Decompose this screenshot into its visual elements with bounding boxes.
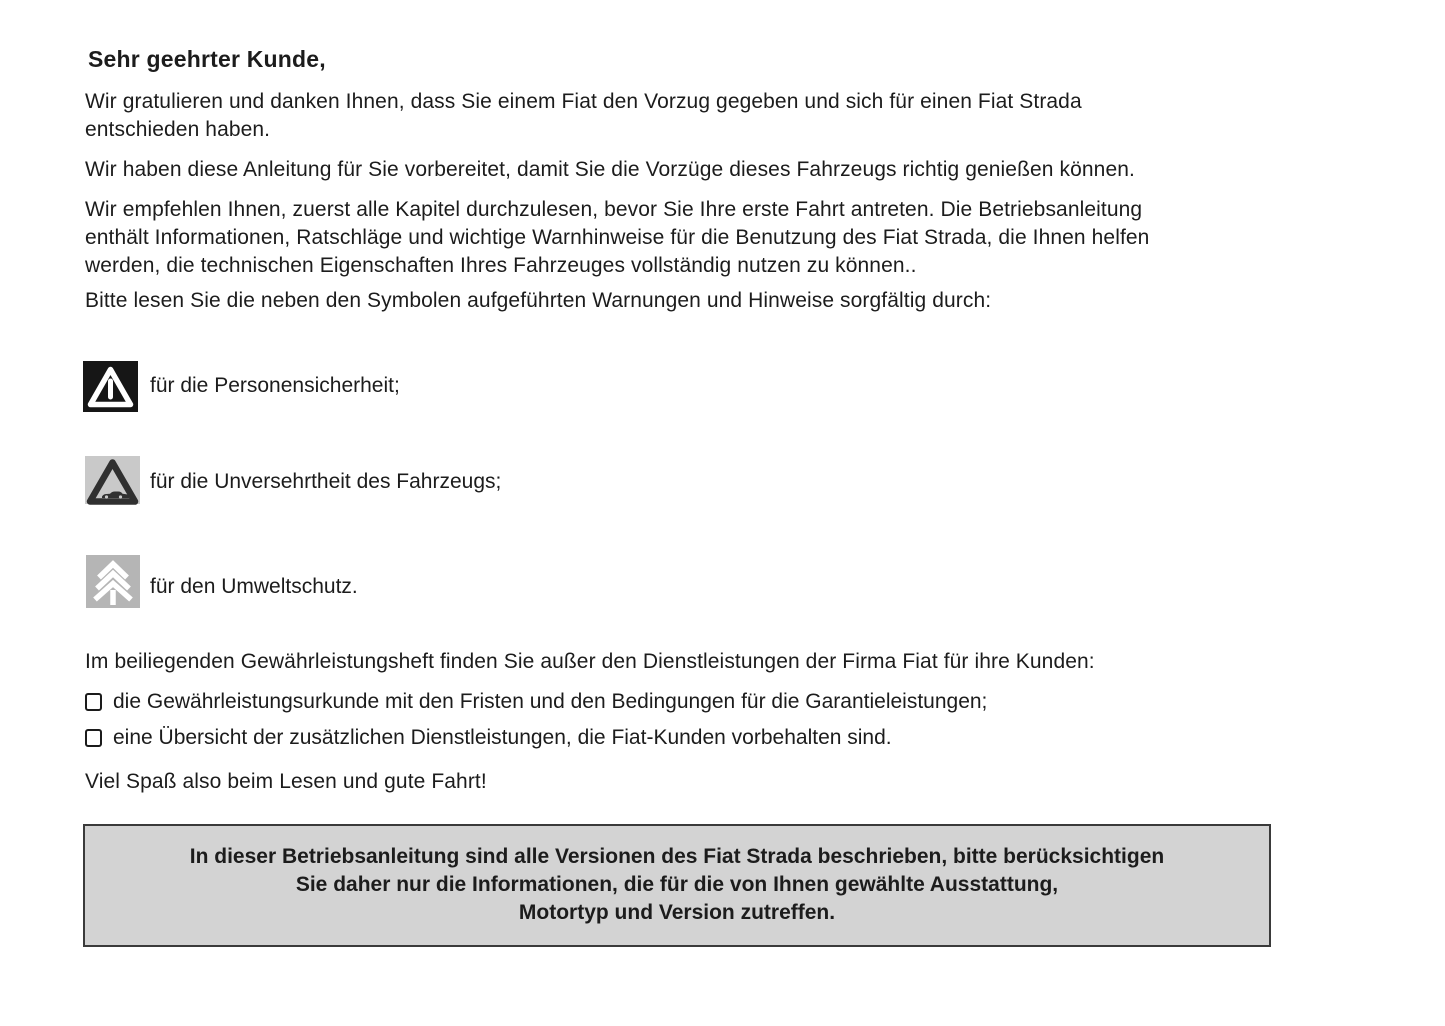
notice-box bbox=[83, 824, 1271, 947]
paragraph-line: Viel Spaß also beim Lesen und gute Fahrt! bbox=[85, 770, 487, 793]
symbol-row-safety bbox=[83, 361, 138, 412]
notice-line: Sie daher nur die Informationen, die für die von Ihnen gewählte Ausstattung, bbox=[295, 873, 1059, 896]
paragraph-line: Wir empfehlen Ihnen, zuerst alle Kapitel durchzulesen, bevor Sie Ihre erste Fahrt antreten. Die Betriebsanleitung bbox=[85, 198, 1143, 221]
intro-paragraph-1 bbox=[85, 88, 1082, 144]
greeting-heading: Sehr geehrter Kunde, bbox=[88, 46, 326, 72]
ballot-box-bullet-icon bbox=[85, 693, 102, 711]
paragraph-line: entschieden haben. bbox=[85, 118, 271, 141]
notice-line: Motortyp und Version zutreffen. bbox=[518, 901, 836, 924]
warranty-bullet-2 bbox=[85, 724, 892, 752]
paragraph-line: Im beiliegenden Gewährleistungsheft finden Sie außer den Dienstleistungen der Firma Fiat für ihre Kunden: bbox=[85, 650, 1095, 673]
paragraph-line: Wir haben diese Anleitung für Sie vorbereitet, damit Sie die Vorzüge dieses Fahrzeugs richtig genießen können. bbox=[85, 158, 1135, 181]
symbol-label-vehicle: für die Unversehrtheit des Fahrzeugs; bbox=[150, 470, 502, 493]
bullet-text: die Gewährleistungsurkunde mit den Fristen und den Bedingungen für die Garantieleistungen; bbox=[113, 690, 988, 713]
paragraph-line: Wir gratulieren und danken Ihnen, dass Sie einem Fiat den Vorzug gegeben und sich für einen Fiat Strada bbox=[85, 90, 1082, 113]
warranty-bullet-1 bbox=[85, 688, 987, 716]
fir-tree-icon bbox=[86, 555, 140, 608]
warning-triangle-icon bbox=[83, 361, 138, 412]
symbol-label-safety: für die Personensicherheit; bbox=[150, 374, 400, 397]
symbol-row-environment bbox=[86, 555, 140, 608]
paragraph-line: Bitte lesen Sie die neben den Symbolen aufgeführten Warnungen und Hinweise sorgfältig durch: bbox=[85, 289, 992, 312]
intro-paragraph-4 bbox=[85, 287, 991, 315]
closing-line bbox=[85, 768, 487, 796]
warranty-intro bbox=[85, 648, 1095, 676]
vehicle-damage-triangle-icon bbox=[85, 456, 140, 506]
symbol-label-environment: für den Umweltschutz. bbox=[150, 575, 358, 598]
paragraph-line: enthält Informationen, Ratschläge und wichtige Warnhinweise für die Benutzung des Fiat Strada, die Ihnen helfen bbox=[85, 226, 1150, 249]
notice-line: In dieser Betriebsanleitung sind alle Versionen des Fiat Strada beschrieben, bitte berücksichtigen bbox=[189, 845, 1165, 868]
ballot-box-bullet-icon bbox=[85, 729, 102, 747]
intro-paragraph-3 bbox=[85, 196, 1149, 280]
paragraph-line: werden, die technischen Eigenschaften Ihres Fahrzeuges vollständig nutzen zu können.. bbox=[85, 254, 917, 277]
symbol-row-vehicle bbox=[85, 456, 140, 506]
intro-paragraph-2 bbox=[85, 156, 1135, 184]
bullet-text: eine Übersicht der zusätzlichen Dienstleistungen, die Fiat-Kunden vorbehalten sind. bbox=[113, 726, 892, 749]
